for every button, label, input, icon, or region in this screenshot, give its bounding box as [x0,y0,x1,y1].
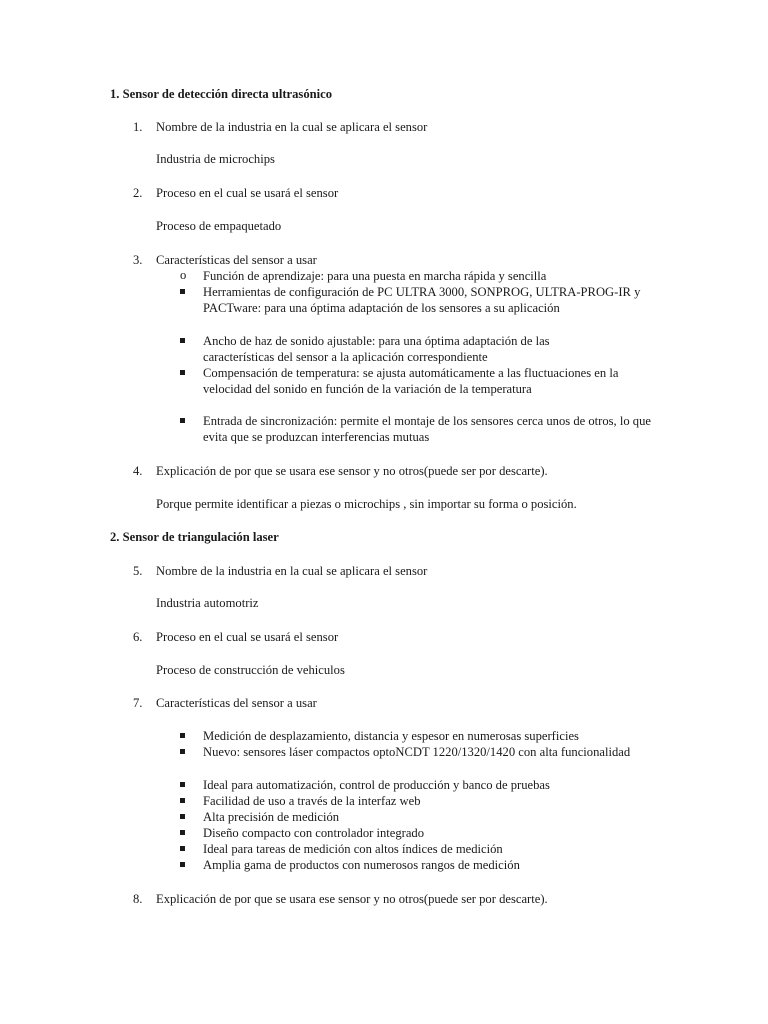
bullet-text: Ideal para automatización, control de producción y banco de pruebas [203,778,550,792]
bullet-text: Nuevo: sensores láser compactos optoNCDT 1220/1320/1420 con alta funcionalidad [203,745,631,759]
section-heading-1: 1. Sensor de detección directa ultrasónico [110,87,333,101]
bullet-text: Ancho de haz de sonido ajustable: para una óptima adaptación de las características del sensor a la aplicación correspondiente [203,334,550,365]
bullet-square-icon [180,413,196,429]
bullet-text: Amplia gama de productos con numerosos rangos de medición [203,858,520,872]
item-question-3: Características del sensor a usar [156,253,317,267]
bullet-text: Alta precisión de medición [203,810,340,824]
section-heading-2: 2. Sensor de triangulación laser [110,530,279,544]
item-number-4: 4. [133,464,143,478]
item-number-6: 6. [133,630,143,644]
bullet-circle-icon: o [180,268,187,282]
item-answer-2: Proceso de empaquetado [156,219,282,233]
item-number-5: 5. [133,564,143,578]
item-question-8: Explicación de por que se usara ese sensor y no otros(puede ser por descarte). [156,892,548,906]
item-number-2: 2. [133,186,143,200]
bullet-text: Función de aprendizaje: para una puesta en marcha rápida y sencilla [203,269,547,283]
bullet-text: Herramientas de configuración de PC ULTRA 3000, SONPROG, ULTRA-PROG-IR y PACTware: para una óptima adaptación de los sensores a su aplicación [203,285,641,316]
item-question-1: Nombre de la industria en la cual se aplicara el sensor [156,120,428,134]
bullet-text: Compensación de temperatura: se ajusta automáticamente a las fluctuaciones en la velocidad del sonido en función de la variación de la temperatura [203,366,619,397]
item-question-5: Nombre de la industria en la cual se aplicara el sensor [156,564,428,578]
item-number-7: 7. [133,696,143,710]
bullet-text: Diseño compacto con controlador integrado [203,826,425,840]
item-answer-6: Proceso de construcción de vehiculos [156,663,345,677]
bullet-square-icon [180,825,196,841]
bullet-square-icon [180,841,196,857]
bullet-square-icon [180,744,196,760]
bullet-square-icon [180,284,196,300]
item-answer-4: Porque permite identificar a piezas o microchips , sin importar su forma o posición. [156,497,577,511]
item-answer-5: Industria automotriz [156,596,259,610]
bullet-square-icon [180,809,196,825]
bullet-text: Facilidad de uso a través de la interfaz web [203,794,421,808]
bullet-text: Medición de desplazamiento, distancia y espesor en numerosas superficies [203,729,579,743]
bullet-text: Ideal para tareas de medición con altos índices de medición [203,842,503,856]
bullet-text: Entrada de sincronización: permite el montaje de los sensores cerca unos de otros, lo que evita que se produzcan interferencias mutuas [203,414,651,445]
item-question-2: Proceso en el cual se usará el sensor [156,186,339,200]
item-question-6: Proceso en el cual se usará el sensor [156,630,339,644]
bullet-square-icon [180,777,196,793]
item-number-8: 8. [133,892,143,906]
bullet-square-icon [180,793,196,809]
bullet-square-icon [180,857,196,873]
bullet-square-icon [180,728,196,744]
bullet-square-icon [180,333,196,349]
bullet-square-icon [180,365,196,381]
item-number-3: 3. [133,253,143,267]
item-answer-1: Industria de microchips [156,152,275,166]
item-question-4: Explicación de por que se usara ese sensor y no otros(puede ser por descarte). [156,464,548,478]
item-number-1: 1. [133,120,143,134]
item-question-7: Características del sensor a usar [156,696,317,710]
